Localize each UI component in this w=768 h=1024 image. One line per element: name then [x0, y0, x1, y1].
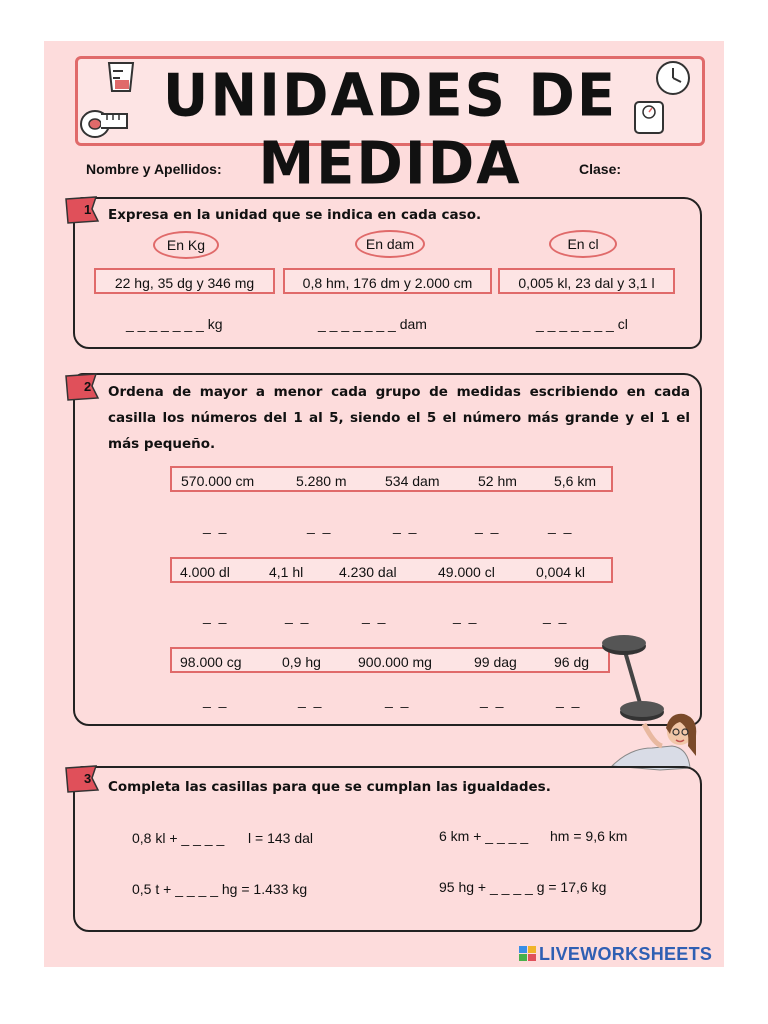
- order-blank[interactable]: _ _: [285, 608, 311, 624]
- values-text-kg: 22 hg, 35 dg y 346 mg: [114, 275, 255, 291]
- order-group-1: [170, 466, 613, 492]
- page-title: UNIDADES DE MEDIDA: [162, 61, 618, 199]
- order-item: 0,004 kl: [536, 564, 586, 580]
- order-group-2: [170, 557, 613, 583]
- name-label: Nombre y Apellidos:: [86, 161, 222, 177]
- clock-icon: [654, 60, 692, 96]
- section-2-instruction: Ordena de mayor a menor cada grupo de medidas escribiendo en cada casilla los números del 1 al 5, siendo el 5 el número más grande y el 1 el más pequeño.: [108, 384, 690, 452]
- order-item: 99 dag: [474, 654, 517, 670]
- order-item: 900.000 mg: [358, 654, 432, 670]
- equation-4[interactable]: 95 hg + _ _ _ _ g = 17,6 kg: [439, 879, 607, 895]
- order-blank[interactable]: _ _: [548, 518, 574, 534]
- tape-measure-icon: [79, 108, 129, 140]
- section-1-number: 1: [84, 202, 92, 217]
- order-blank[interactable]: _ _: [475, 518, 501, 534]
- values-box-kg: [94, 268, 275, 294]
- answer-field-kg[interactable]: _ _ _ _ _ _ _ kg: [126, 316, 223, 332]
- order-blank[interactable]: _ _: [307, 518, 333, 534]
- order-blank[interactable]: _ _: [543, 608, 569, 624]
- section-3-flag-icon: [64, 764, 102, 794]
- order-item: 96 dg: [554, 654, 590, 670]
- section-1-instruction: Expresa en la unidad que se indica en cada caso.: [108, 207, 482, 223]
- order-blank[interactable]: _ _: [385, 692, 411, 708]
- answer-field-dam[interactable]: _ _ _ _ _ _ _ dam: [318, 316, 427, 332]
- order-item: 570.000 cm: [181, 473, 255, 489]
- order-blank[interactable]: _ _: [298, 692, 324, 708]
- order-item: 49.000 cl: [438, 564, 495, 580]
- order-item: 4.230 dal: [339, 564, 397, 580]
- scale-icon: [632, 98, 666, 136]
- order-blank[interactable]: _ _: [203, 608, 229, 624]
- section-3-instruction: Completa las casillas para que se cumplan las igualdades.: [108, 779, 551, 795]
- equation-2-right: hm = 9,6 km: [550, 828, 628, 844]
- values-text-dam: 0,8 hm, 176 dm y 2.000 cm: [302, 275, 473, 291]
- order-blank[interactable]: _ _: [203, 518, 229, 534]
- unit-oval-cl: En cl: [549, 230, 617, 258]
- values-box-cl: [498, 268, 675, 294]
- equation-1-right: l = 143 dal: [248, 830, 313, 846]
- order-item: 534 dam: [385, 473, 440, 489]
- unit-oval-kg: En Kg: [153, 231, 219, 259]
- measuring-cup-icon: [103, 60, 139, 94]
- unit-oval-dam: En dam: [355, 230, 425, 258]
- class-label: Clase:: [579, 161, 622, 177]
- order-item: 52 hm: [478, 473, 517, 489]
- order-blank[interactable]: _ _: [480, 692, 506, 708]
- order-group-3: [170, 647, 610, 673]
- liveworksheets-brand[interactable]: LIVEWORKSHEETS: [539, 944, 713, 964]
- equation-3[interactable]: 0,5 t + _ _ _ _ hg = 1.433 kg: [132, 881, 308, 897]
- order-blank[interactable]: _ _: [362, 608, 388, 624]
- order-item: 4,1 hl: [269, 564, 304, 580]
- equation-1-left[interactable]: 0,8 kl + _ _ _ _: [132, 830, 225, 846]
- order-item: 0,9 hg: [282, 654, 321, 670]
- section-2-flag-icon: [64, 372, 102, 402]
- order-item: 98.000 cg: [180, 654, 242, 670]
- order-item: 5,6 km: [554, 473, 597, 489]
- order-item: 5.280 m: [296, 473, 347, 489]
- barbell-avatar-illustration: [600, 628, 706, 774]
- section-3-number: 3: [84, 771, 92, 786]
- order-blank[interactable]: _ _: [453, 608, 479, 624]
- section-1-flag-icon: [64, 195, 102, 225]
- liveworksheets-logo-icon: [519, 946, 537, 962]
- values-box-dam: [283, 268, 492, 294]
- section-2-number: 2: [84, 379, 92, 394]
- answer-field-cl[interactable]: _ _ _ _ _ _ _ cl: [536, 316, 628, 332]
- order-item: 4.000 dl: [180, 564, 230, 580]
- values-text-cl: 0,005 kl, 23 dal y 3,1 l: [518, 275, 655, 291]
- order-blank[interactable]: _ _: [393, 518, 419, 534]
- order-blank[interactable]: _ _: [556, 692, 582, 708]
- equation-2-left[interactable]: 6 km + _ _ _ _: [439, 828, 529, 844]
- order-blank[interactable]: _ _: [203, 692, 229, 708]
